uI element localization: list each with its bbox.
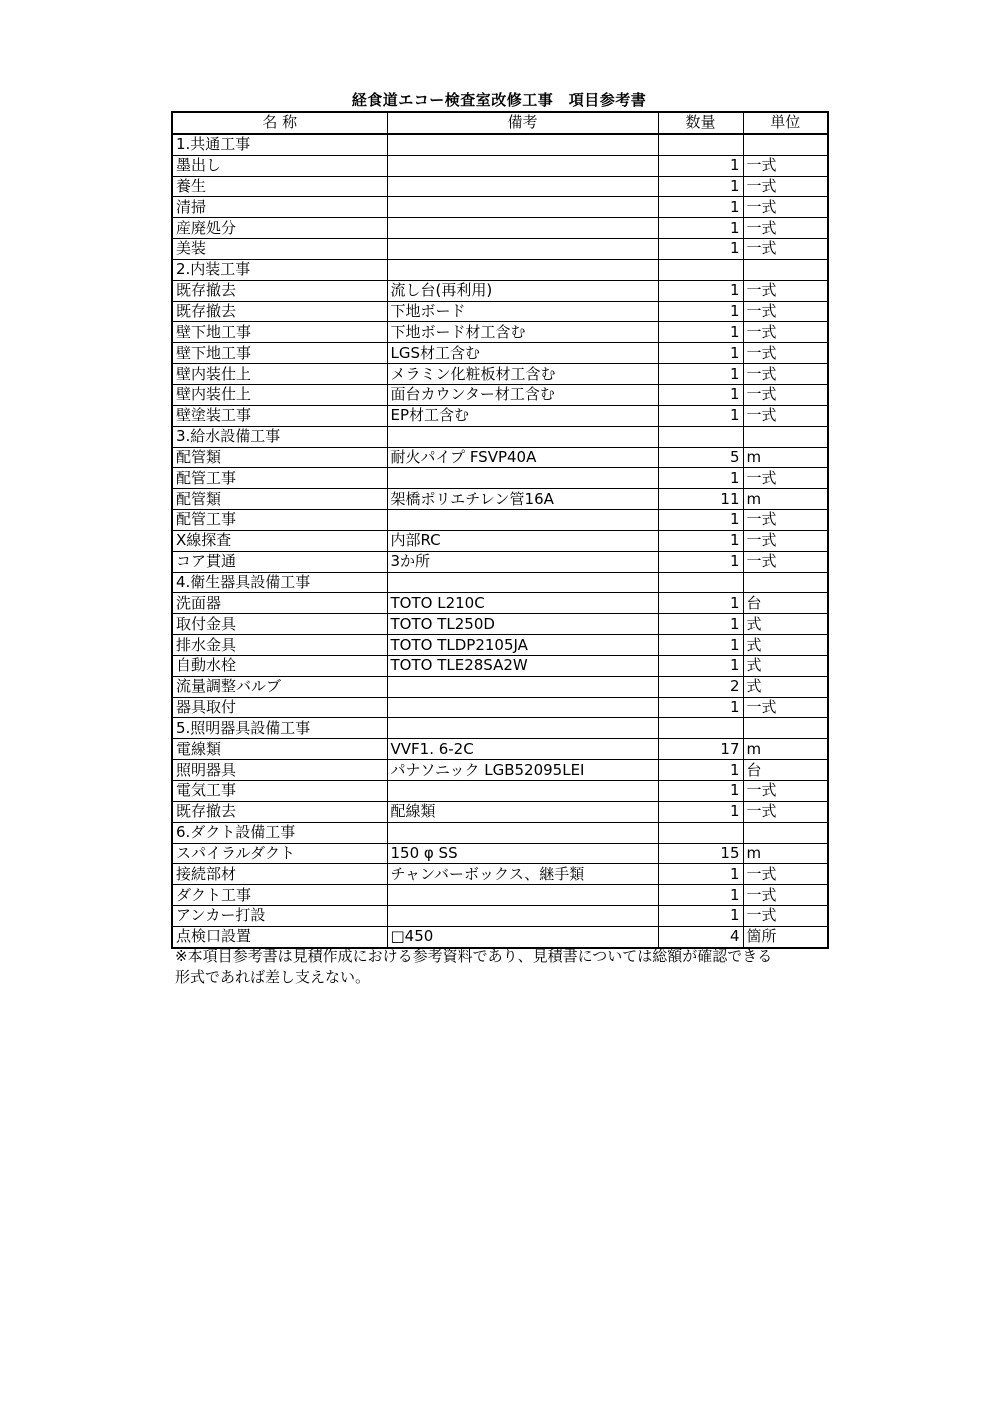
- header-name: 名 称: [172, 112, 387, 134]
- cell-name: 産廃処分: [172, 218, 387, 239]
- cell-name: 照明器具: [172, 760, 387, 781]
- cell-qty: [658, 822, 743, 843]
- cell-unit: 一式: [743, 176, 828, 197]
- table-row: [172, 489, 828, 510]
- cell-qty: 1: [658, 614, 743, 635]
- cell-unit: 式: [743, 655, 828, 676]
- cell-remarks: [387, 468, 658, 489]
- cell-unit: 一式: [743, 885, 828, 906]
- cell-remarks: [387, 572, 658, 593]
- cell-name: 壁塗装工事: [172, 405, 387, 426]
- table-row: [172, 280, 828, 301]
- cell-unit: [743, 134, 828, 155]
- table-row: [172, 551, 828, 572]
- section-row: [172, 259, 828, 280]
- cell-remarks: [387, 697, 658, 718]
- cell-unit: m: [743, 843, 828, 864]
- cell-unit: 一式: [743, 364, 828, 385]
- cell-name: 壁下地工事: [172, 322, 387, 343]
- cell-name: 6.ダクト設備工事: [172, 822, 387, 843]
- table-row: [172, 760, 828, 781]
- cell-name: 2.内装工事: [172, 259, 387, 280]
- cell-unit: 式: [743, 635, 828, 656]
- cell-name: 1.共通工事: [172, 134, 387, 155]
- table-row: [172, 447, 828, 468]
- cell-qty: 1: [658, 239, 743, 260]
- cell-remarks: 150 φ SS: [387, 843, 658, 864]
- table-row: [172, 239, 828, 260]
- table-row: [172, 864, 828, 885]
- cell-unit: 一式: [743, 801, 828, 822]
- cell-remarks: 下地ボード材工含む: [387, 322, 658, 343]
- cell-qty: 1: [658, 530, 743, 551]
- cell-qty: 1: [658, 801, 743, 822]
- table-row: [172, 906, 828, 927]
- table-row: [172, 468, 828, 489]
- cell-remarks: [387, 676, 658, 697]
- cell-name: 接続部材: [172, 864, 387, 885]
- cell-qty: 1: [658, 384, 743, 405]
- cell-name: 電線類: [172, 739, 387, 760]
- cell-qty: [658, 426, 743, 447]
- table-row: [172, 801, 828, 822]
- cell-unit: 一式: [743, 530, 828, 551]
- cell-unit: [743, 572, 828, 593]
- cell-unit: 一式: [743, 280, 828, 301]
- cell-unit: 一式: [743, 301, 828, 322]
- table-row: [172, 301, 828, 322]
- section-row: [172, 572, 828, 593]
- cell-remarks: TOTO TLDP2105JA: [387, 635, 658, 656]
- cell-unit: m: [743, 447, 828, 468]
- cell-unit: 一式: [743, 468, 828, 489]
- table-row: [172, 218, 828, 239]
- table-row: [172, 364, 828, 385]
- cell-name: 4.衛生器具設備工事: [172, 572, 387, 593]
- cell-remarks: [387, 510, 658, 531]
- table-row: [172, 322, 828, 343]
- cell-remarks: [387, 718, 658, 739]
- cell-name: 既存撤去: [172, 301, 387, 322]
- cell-remarks: □450: [387, 926, 658, 947]
- cell-unit: 式: [743, 614, 828, 635]
- cell-unit: 一式: [743, 155, 828, 176]
- cell-remarks: チャンバーボックス、継手類: [387, 864, 658, 885]
- footnote-line: ※本項目参考書は見積作成における参考資料であり、見積書については総額が確認できる: [175, 947, 773, 965]
- cell-unit: 一式: [743, 218, 828, 239]
- cell-qty: 1: [658, 593, 743, 614]
- table-row: [172, 530, 828, 551]
- cell-remarks: TOTO TL250D: [387, 614, 658, 635]
- cell-qty: [658, 718, 743, 739]
- cell-remarks: 流し台(再利用): [387, 280, 658, 301]
- cell-name: 壁内装仕上: [172, 364, 387, 385]
- cell-qty: 4: [658, 926, 743, 947]
- cell-unit: [743, 259, 828, 280]
- cell-remarks: [387, 239, 658, 260]
- table-row: [172, 614, 828, 635]
- table-row: [172, 697, 828, 718]
- cell-name: 配管工事: [172, 468, 387, 489]
- cell-qty: 15: [658, 843, 743, 864]
- cell-name: コア貫通: [172, 551, 387, 572]
- cell-unit: 箇所: [743, 926, 828, 947]
- cell-name: 壁内装仕上: [172, 384, 387, 405]
- footnote-line: 形式であれば差し支えない。: [175, 968, 371, 986]
- cell-name: 自動水栓: [172, 655, 387, 676]
- cell-unit: 台: [743, 760, 828, 781]
- cell-name: 洗面器: [172, 593, 387, 614]
- cell-name: ダクト工事: [172, 885, 387, 906]
- cell-unit: 式: [743, 676, 828, 697]
- cell-name: 器具取付: [172, 697, 387, 718]
- table-row: [172, 384, 828, 405]
- cell-qty: 1: [658, 760, 743, 781]
- table-row: [172, 510, 828, 531]
- cell-name: 電気工事: [172, 781, 387, 802]
- cell-unit: 一式: [743, 781, 828, 802]
- cell-name: 壁下地工事: [172, 343, 387, 364]
- cell-unit: 一式: [743, 510, 828, 531]
- table-row: [172, 843, 828, 864]
- cell-remarks: [387, 155, 658, 176]
- header-unit: 単位: [743, 112, 828, 134]
- header-qty: 数量: [658, 112, 743, 134]
- table-row: [172, 739, 828, 760]
- cell-qty: [658, 134, 743, 155]
- cell-qty: 1: [658, 864, 743, 885]
- table-row: [172, 197, 828, 218]
- cell-remarks: LGS材工含む: [387, 343, 658, 364]
- cell-unit: 一式: [743, 864, 828, 885]
- cell-unit: 台: [743, 593, 828, 614]
- table-row: [172, 885, 828, 906]
- cell-remarks: [387, 426, 658, 447]
- cell-name: スパイラルダクト: [172, 843, 387, 864]
- cell-qty: 1: [658, 364, 743, 385]
- cell-qty: 1: [658, 176, 743, 197]
- cell-name: 5.照明器具設備工事: [172, 718, 387, 739]
- cell-remarks: [387, 781, 658, 802]
- cell-unit: 一式: [743, 239, 828, 260]
- cell-unit: 一式: [743, 697, 828, 718]
- cell-unit: m: [743, 739, 828, 760]
- table-row: [172, 155, 828, 176]
- cell-remarks: [387, 259, 658, 280]
- cell-name: 3.給水設備工事: [172, 426, 387, 447]
- table-row: [172, 593, 828, 614]
- table-row: [172, 676, 828, 697]
- table-header-row: [172, 112, 828, 134]
- table-row: [172, 655, 828, 676]
- cell-remarks: 配線類: [387, 801, 658, 822]
- cell-unit: m: [743, 489, 828, 510]
- cell-name: 清掃: [172, 197, 387, 218]
- cell-remarks: [387, 906, 658, 927]
- cell-name: X線探査: [172, 530, 387, 551]
- cell-remarks: 下地ボード: [387, 301, 658, 322]
- cell-remarks: TOTO TLE28SA2W: [387, 655, 658, 676]
- cell-remarks: [387, 885, 658, 906]
- header-remarks: 備考: [387, 112, 658, 134]
- table-row: [172, 781, 828, 802]
- cell-remarks: [387, 134, 658, 155]
- cell-qty: [658, 572, 743, 593]
- cell-qty: 1: [658, 468, 743, 489]
- cell-remarks: TOTO L210C: [387, 593, 658, 614]
- cell-qty: 1: [658, 697, 743, 718]
- cell-qty: 1: [658, 906, 743, 927]
- items-table: [171, 111, 829, 949]
- cell-remarks: 3か所: [387, 551, 658, 572]
- cell-name: 点検口設置: [172, 926, 387, 947]
- table-row: [172, 176, 828, 197]
- cell-remarks: [387, 218, 658, 239]
- cell-unit: [743, 718, 828, 739]
- table-row: [172, 926, 828, 947]
- cell-unit: 一式: [743, 906, 828, 927]
- cell-name: 既存撤去: [172, 280, 387, 301]
- cell-qty: 1: [658, 655, 743, 676]
- cell-unit: [743, 426, 828, 447]
- cell-qty: 1: [658, 301, 743, 322]
- cell-name: 墨出し: [172, 155, 387, 176]
- cell-unit: 一式: [743, 343, 828, 364]
- cell-qty: 1: [658, 885, 743, 906]
- cell-qty: 1: [658, 551, 743, 572]
- cell-remarks: メラミン化粧板材工含む: [387, 364, 658, 385]
- cell-qty: 1: [658, 218, 743, 239]
- cell-name: 既存撤去: [172, 801, 387, 822]
- cell-qty: [658, 259, 743, 280]
- cell-unit: 一式: [743, 197, 828, 218]
- cell-qty: 1: [658, 197, 743, 218]
- document-title: 経食道エコー検査室改修工事 項目参考書: [351, 91, 647, 109]
- cell-remarks: [387, 197, 658, 218]
- cell-name: 配管類: [172, 447, 387, 468]
- cell-qty: 1: [658, 635, 743, 656]
- section-row: [172, 134, 828, 155]
- footnote: [175, 946, 835, 988]
- cell-qty: 11: [658, 489, 743, 510]
- cell-remarks: パナソニック LGB52095LEI: [387, 760, 658, 781]
- cell-name: 美装: [172, 239, 387, 260]
- cell-unit: [743, 822, 828, 843]
- cell-qty: 1: [658, 510, 743, 531]
- cell-qty: 2: [658, 676, 743, 697]
- cell-name: 配管類: [172, 489, 387, 510]
- cell-remarks: [387, 176, 658, 197]
- section-row: [172, 718, 828, 739]
- cell-name: 取付金具: [172, 614, 387, 635]
- table-row: [172, 635, 828, 656]
- section-row: [172, 822, 828, 843]
- cell-qty: 1: [658, 280, 743, 301]
- table-row: [172, 405, 828, 426]
- cell-remarks: VVF1. 6-2C: [387, 739, 658, 760]
- cell-qty: 5: [658, 447, 743, 468]
- cell-remarks: 内部RC: [387, 530, 658, 551]
- cell-name: 流量調整バルブ: [172, 676, 387, 697]
- cell-unit: 一式: [743, 551, 828, 572]
- cell-qty: 1: [658, 781, 743, 802]
- cell-remarks: 耐火パイプ FSVP40A: [387, 447, 658, 468]
- cell-name: 養生: [172, 176, 387, 197]
- section-row: [172, 426, 828, 447]
- cell-unit: 一式: [743, 322, 828, 343]
- cell-remarks: EP材工含む: [387, 405, 658, 426]
- cell-name: アンカー打設: [172, 906, 387, 927]
- cell-remarks: 面台カウンター材工含む: [387, 384, 658, 405]
- cell-qty: 1: [658, 405, 743, 426]
- cell-unit: 一式: [743, 384, 828, 405]
- table-body: [172, 134, 828, 948]
- cell-name: 配管工事: [172, 510, 387, 531]
- cell-qty: 1: [658, 343, 743, 364]
- cell-qty: 1: [658, 322, 743, 343]
- cell-remarks: 架橋ポリエチレン管16A: [387, 489, 658, 510]
- cell-unit: 一式: [743, 405, 828, 426]
- cell-qty: 17: [658, 739, 743, 760]
- cell-name: 排水金具: [172, 635, 387, 656]
- table-row: [172, 343, 828, 364]
- cell-qty: 1: [658, 155, 743, 176]
- cell-remarks: [387, 822, 658, 843]
